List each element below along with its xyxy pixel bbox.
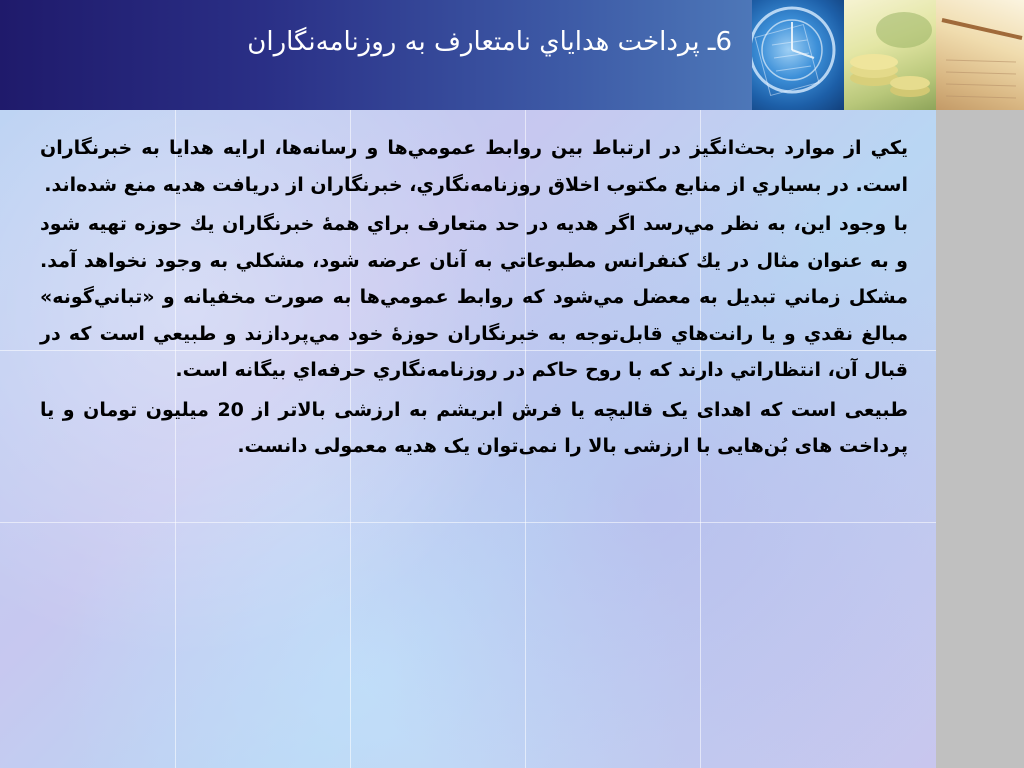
content-panel — [0, 110, 936, 768]
title-bar — [0, 0, 752, 110]
grid-line — [0, 522, 936, 523]
pen-document-photo — [936, 0, 1024, 110]
slide-title: 6ـ پرداخت هدایاي نامتعارف به روزنامه‌نگاران — [247, 27, 732, 57]
slide-body-text — [40, 130, 908, 465]
pen-icon — [936, 0, 1024, 110]
clock-calculator-photo — [752, 0, 844, 110]
paragraph-2: با وجود اين، به نظر مي‌رسد اگر هديه در حد متعارف براي همهٔ خبرنگاران يك حوزه تهيه شود و به عنوان مثال در يك كنفرانس مطبوعاتي به آنان عرضه شود، مشكلي به وجود نخواهد آمد. مشكل زماني تبديل به معضل مي‌شود كه روابط عمومي‌ها به صورت مخفيانه و «تباني‌گونه» مبالغ نقدي و يا رانت‌هاي قابل‌توجه به خبرنگاران حوزهٔ خود مي‌پردازند و طبيعي است كه در قبال آن، انتظاراتي دارند كه با روح حاكم در روزنامه‌نگاري حرفه‌اي بيگانه است. — [40, 213, 908, 381]
coins-photo — [844, 0, 936, 110]
paragraph-3: طبیعی است که اهدای یک قالیچه یا فرش ابریشم به ارزشی بالاتر از 20 میلیون تومان و یا پرداخت های بُن‌هایی با ارزشی بالا را نمی‌توان یک هدیه معمولی دانست. — [40, 398, 908, 457]
paragraph-1: يكي از موارد بحث‌انگيز در ارتباط بين روابط عمومي‌ها و رسانه‌ها، ارايه هدايا به خبرنگاران است. در بسياري از منابع مكتوب اخلاق روزنامه‌نگاري، خبرنگاران از دريافت هديه منع شده‌اند. — [40, 137, 908, 196]
side-panel — [936, 110, 1024, 768]
clock-icon — [752, 0, 844, 110]
coins-icon — [844, 0, 936, 110]
